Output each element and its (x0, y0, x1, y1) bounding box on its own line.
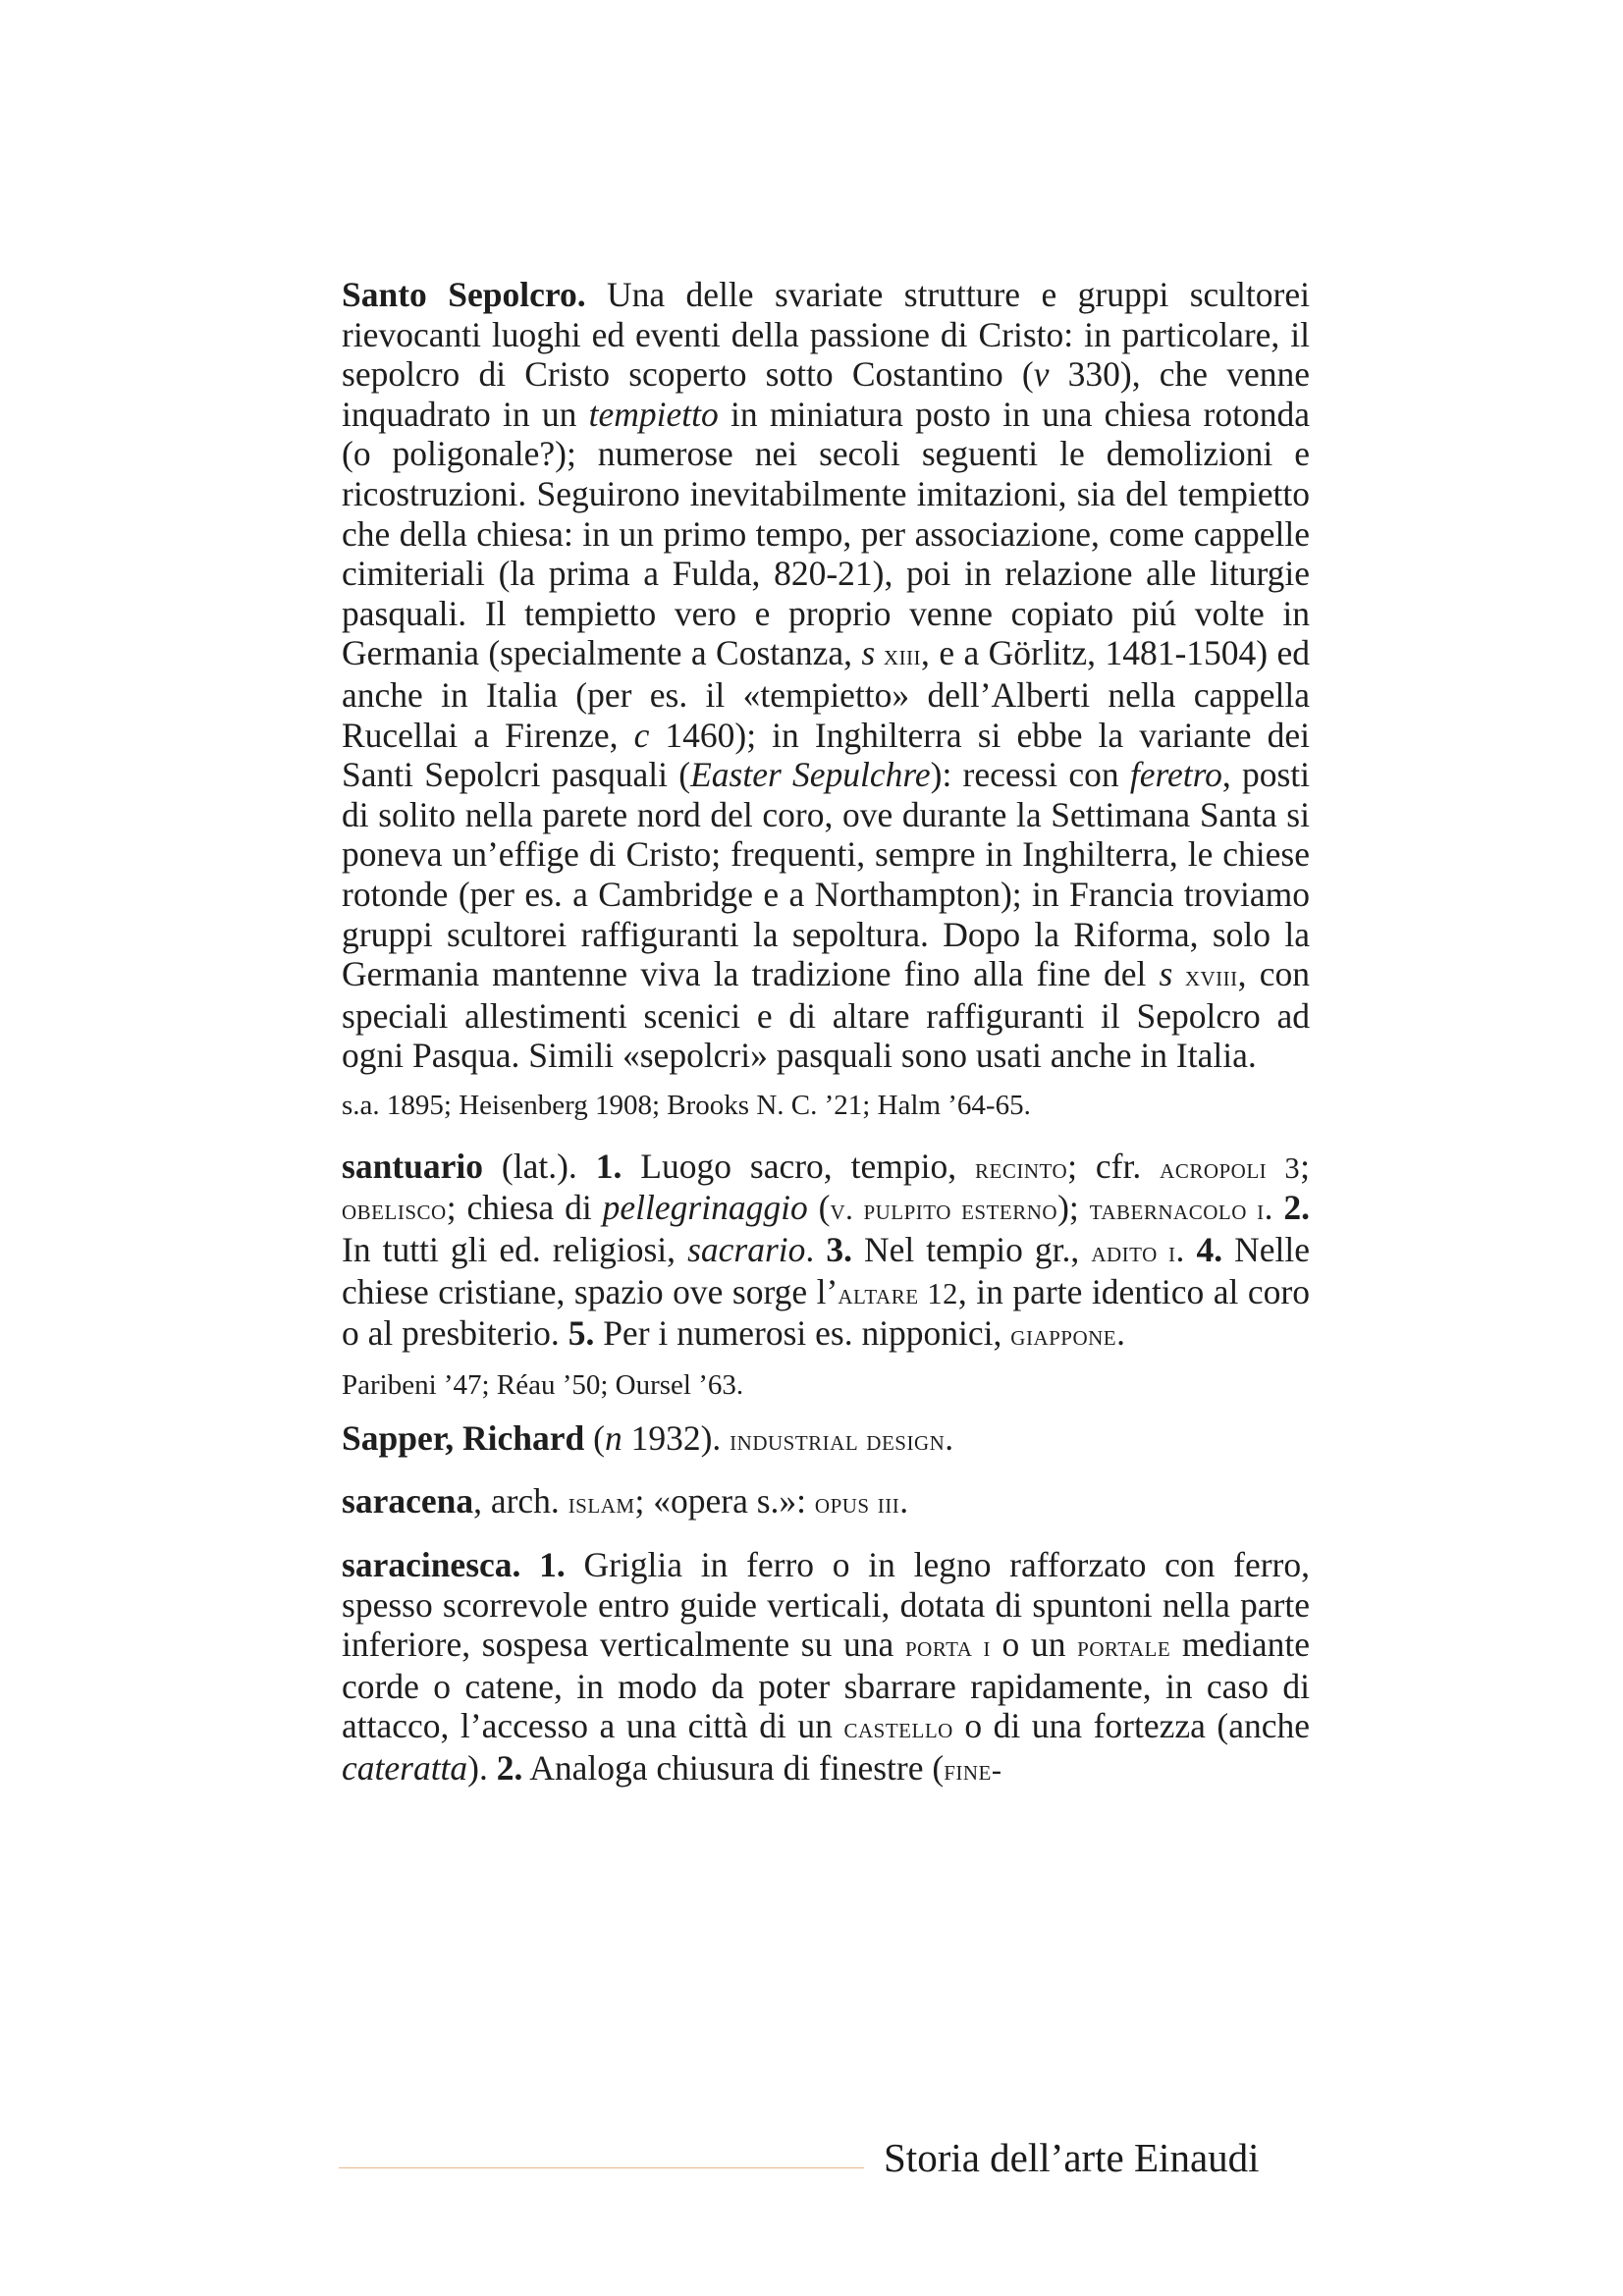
entry-text: 1932). (622, 1417, 730, 1458)
entry-italic: s (861, 633, 876, 673)
bibliography-santuario: Paribeni ’47; Réau ’50; Oursel ’63. (342, 1368, 744, 1401)
entry-text: ); (1057, 1188, 1090, 1228)
sense-number: 1. (539, 1545, 566, 1585)
entry-text: ; «opera s.»: (634, 1481, 815, 1522)
entry-text: , arch. (473, 1481, 568, 1522)
cross-reference: altare 12 (838, 1276, 958, 1310)
cross-reference: castello (843, 1711, 953, 1745)
footer-title: Storia dell’arte Einaudi (884, 2135, 1260, 2180)
entry-santo-sepolcro (342, 275, 1310, 1076)
entry-text: , e a Görlitz, 1481-1504) ed anche in Italia (per es. il «tempietto» dell’Alberti nella cappella Rucellai a Firenze, (342, 633, 1310, 755)
entry-text: . (1116, 1313, 1126, 1354)
entry-text: ( (584, 1417, 605, 1458)
entry-text: mediante corde o catene, in modo da poter sbarrare rapidamente, in caso di attacco, l’accesso a una città di un (342, 1625, 1311, 1746)
entry-text: o un (990, 1625, 1078, 1665)
entry-italic: s (1159, 954, 1173, 994)
cross-reference: islam (568, 1486, 635, 1521)
entry-text: Nelle chiese cristiane, spazio ove sorge l’ (342, 1230, 1311, 1311)
sense-number: 3. (826, 1230, 852, 1270)
entry-headword: saracinesca. (342, 1545, 521, 1585)
entry-santuario (342, 1147, 1310, 1356)
entry-text: . (805, 1230, 827, 1270)
entry-headword: saracena (342, 1481, 474, 1522)
entry-italic: feretro (1129, 755, 1222, 795)
entry-text: . (1175, 1230, 1197, 1270)
cross-reference: adito i (1091, 1235, 1176, 1269)
entry-text (520, 1545, 539, 1584)
entry-text: (lat.). (483, 1146, 596, 1186)
sense-number: 5. (568, 1313, 595, 1354)
entry-text: 1460); in Inghilterra si ebbe la variante dei Santi Sepolcri pasquali ( (342, 715, 1310, 795)
entry-text: in miniatura posto in una chiesa rotonda (o poligonale?); numerose nei secoli seguenti le demolizioni e ricostruzioni. Seguirono inevitabilmente imitazioni, sia del tempietto che della chiesa: in un primo tempo, per associazione, come cappelle cimiteriali (la prima a Fulda, 820-21), poi in relazione alle liturgie pasquali. Il tempietto vero e proprio venne copiato piú volte in Germania (specialmente a Costanza, (342, 394, 1310, 673)
entry-text: . (899, 1481, 909, 1522)
entry-italic: Easter Sepulchre (690, 755, 931, 795)
entry-italic: sacrario (687, 1230, 806, 1270)
entry-headword: santuario (342, 1146, 483, 1186)
entry-smallcaps: xviii (1172, 959, 1238, 993)
entry-italic: pellegrinaggio (602, 1188, 808, 1228)
entry-text: ): recessi con (930, 755, 1130, 795)
entry-text: ). (467, 1748, 497, 1788)
cross-reference: porta i (904, 1629, 991, 1664)
sense-number: 1. (595, 1146, 622, 1186)
cross-reference: fine- (944, 1753, 1002, 1787)
entry-text: . (1264, 1188, 1284, 1228)
entry-text: Per i numerosi es. nipponici, (594, 1313, 1011, 1354)
entry-saracena (342, 1481, 1310, 1523)
entry-sapper (342, 1418, 1310, 1461)
cross-reference: portale (1077, 1629, 1171, 1664)
sense-number: 4. (1196, 1230, 1223, 1270)
cross-reference: giappone (1010, 1318, 1117, 1353)
entry-text: Luogo sacro, tempio, (622, 1146, 975, 1186)
entry-text: Griglia in ferro o in legno rafforzato con ferro, spesso scorrevole entro guide verticali, dotata di spuntoni nella parte inferiore, sospesa verticalmente su una (342, 1545, 1311, 1665)
entry-smallcaps: xiii (875, 638, 922, 672)
cross-reference: obelisco (342, 1193, 447, 1227)
entry-text: , con speciali allestimenti scenici e di altare raffiguranti il Sepolcro ad ogni Pasqua. Simili «sepolcri» pasquali sono usati anche in Italia. (342, 954, 1310, 1076)
entry-text: ; chiesa di (446, 1188, 603, 1228)
entry-italic: n (604, 1417, 622, 1458)
cross-reference: tabernacolo i (1089, 1193, 1265, 1227)
sense-number: 2. (496, 1748, 523, 1788)
footer-rule (339, 2167, 864, 2168)
entry-text: Analoga chiusura di finestre ( (522, 1748, 945, 1788)
entry-italic: v (1033, 354, 1050, 395)
entry-text: ; (1300, 1146, 1310, 1186)
cross-reference: v. pulpito esterno (830, 1193, 1058, 1227)
bibliography-santo-sepolcro: s.a. 1895; Heisenberg 1908; Brooks N. C. ’21; Halm ’64-65. (342, 1089, 1031, 1121)
entry-text: o di una fortezza (anche (952, 1706, 1311, 1746)
cross-reference: opus iii (814, 1486, 900, 1521)
entry-text: 330), che venne inquadrato in un (342, 354, 1310, 434)
entry-text: In tutti gli ed. religiosi, (342, 1230, 688, 1270)
entry-italic: cateratta (342, 1748, 468, 1788)
entry-headword: Santo Sepolcro. (342, 275, 586, 314)
entry-text: , posti di solito nella parete nord del coro, ove durante la Settimana Santa si poneva un’effige di Cristo; frequenti, sempre in Inghilterra, le chiese rotonde (per es. a Cambridge e a Northampton); in Francia troviamo gruppi scultorei raffiguranti la sepoltura. Dopo la Riforma, solo la Germania mantenne viva la tradizione fino alla fine del (342, 755, 1310, 994)
entry-italic: c (633, 715, 650, 755)
entry-saracinesca (342, 1545, 1310, 1790)
sense-number: 2. (1283, 1188, 1311, 1228)
cross-reference: industrial design (730, 1422, 946, 1457)
entry-text: ; cfr. (1067, 1146, 1161, 1186)
entry-text: . (945, 1417, 954, 1458)
entry-text: Nel tempio gr., (851, 1230, 1092, 1270)
entry-headword: Sapper, Richard (342, 1417, 585, 1458)
entry-italic: tempietto (588, 394, 719, 434)
cross-reference: acropoli 3 (1160, 1150, 1301, 1185)
entry-text: , in parte identico al coro o al presbiterio. (342, 1271, 1310, 1354)
entry-text: ( (807, 1188, 831, 1228)
entry-text: Una delle svariate strutture e gruppi scultorei rievocanti luoghi ed eventi della passione di Cristo: in particolare, il sepolcro di Cristo scoperto sotto Costantino ( (342, 275, 1310, 395)
cross-reference: recinto (975, 1150, 1068, 1185)
text-column (342, 275, 1310, 1790)
